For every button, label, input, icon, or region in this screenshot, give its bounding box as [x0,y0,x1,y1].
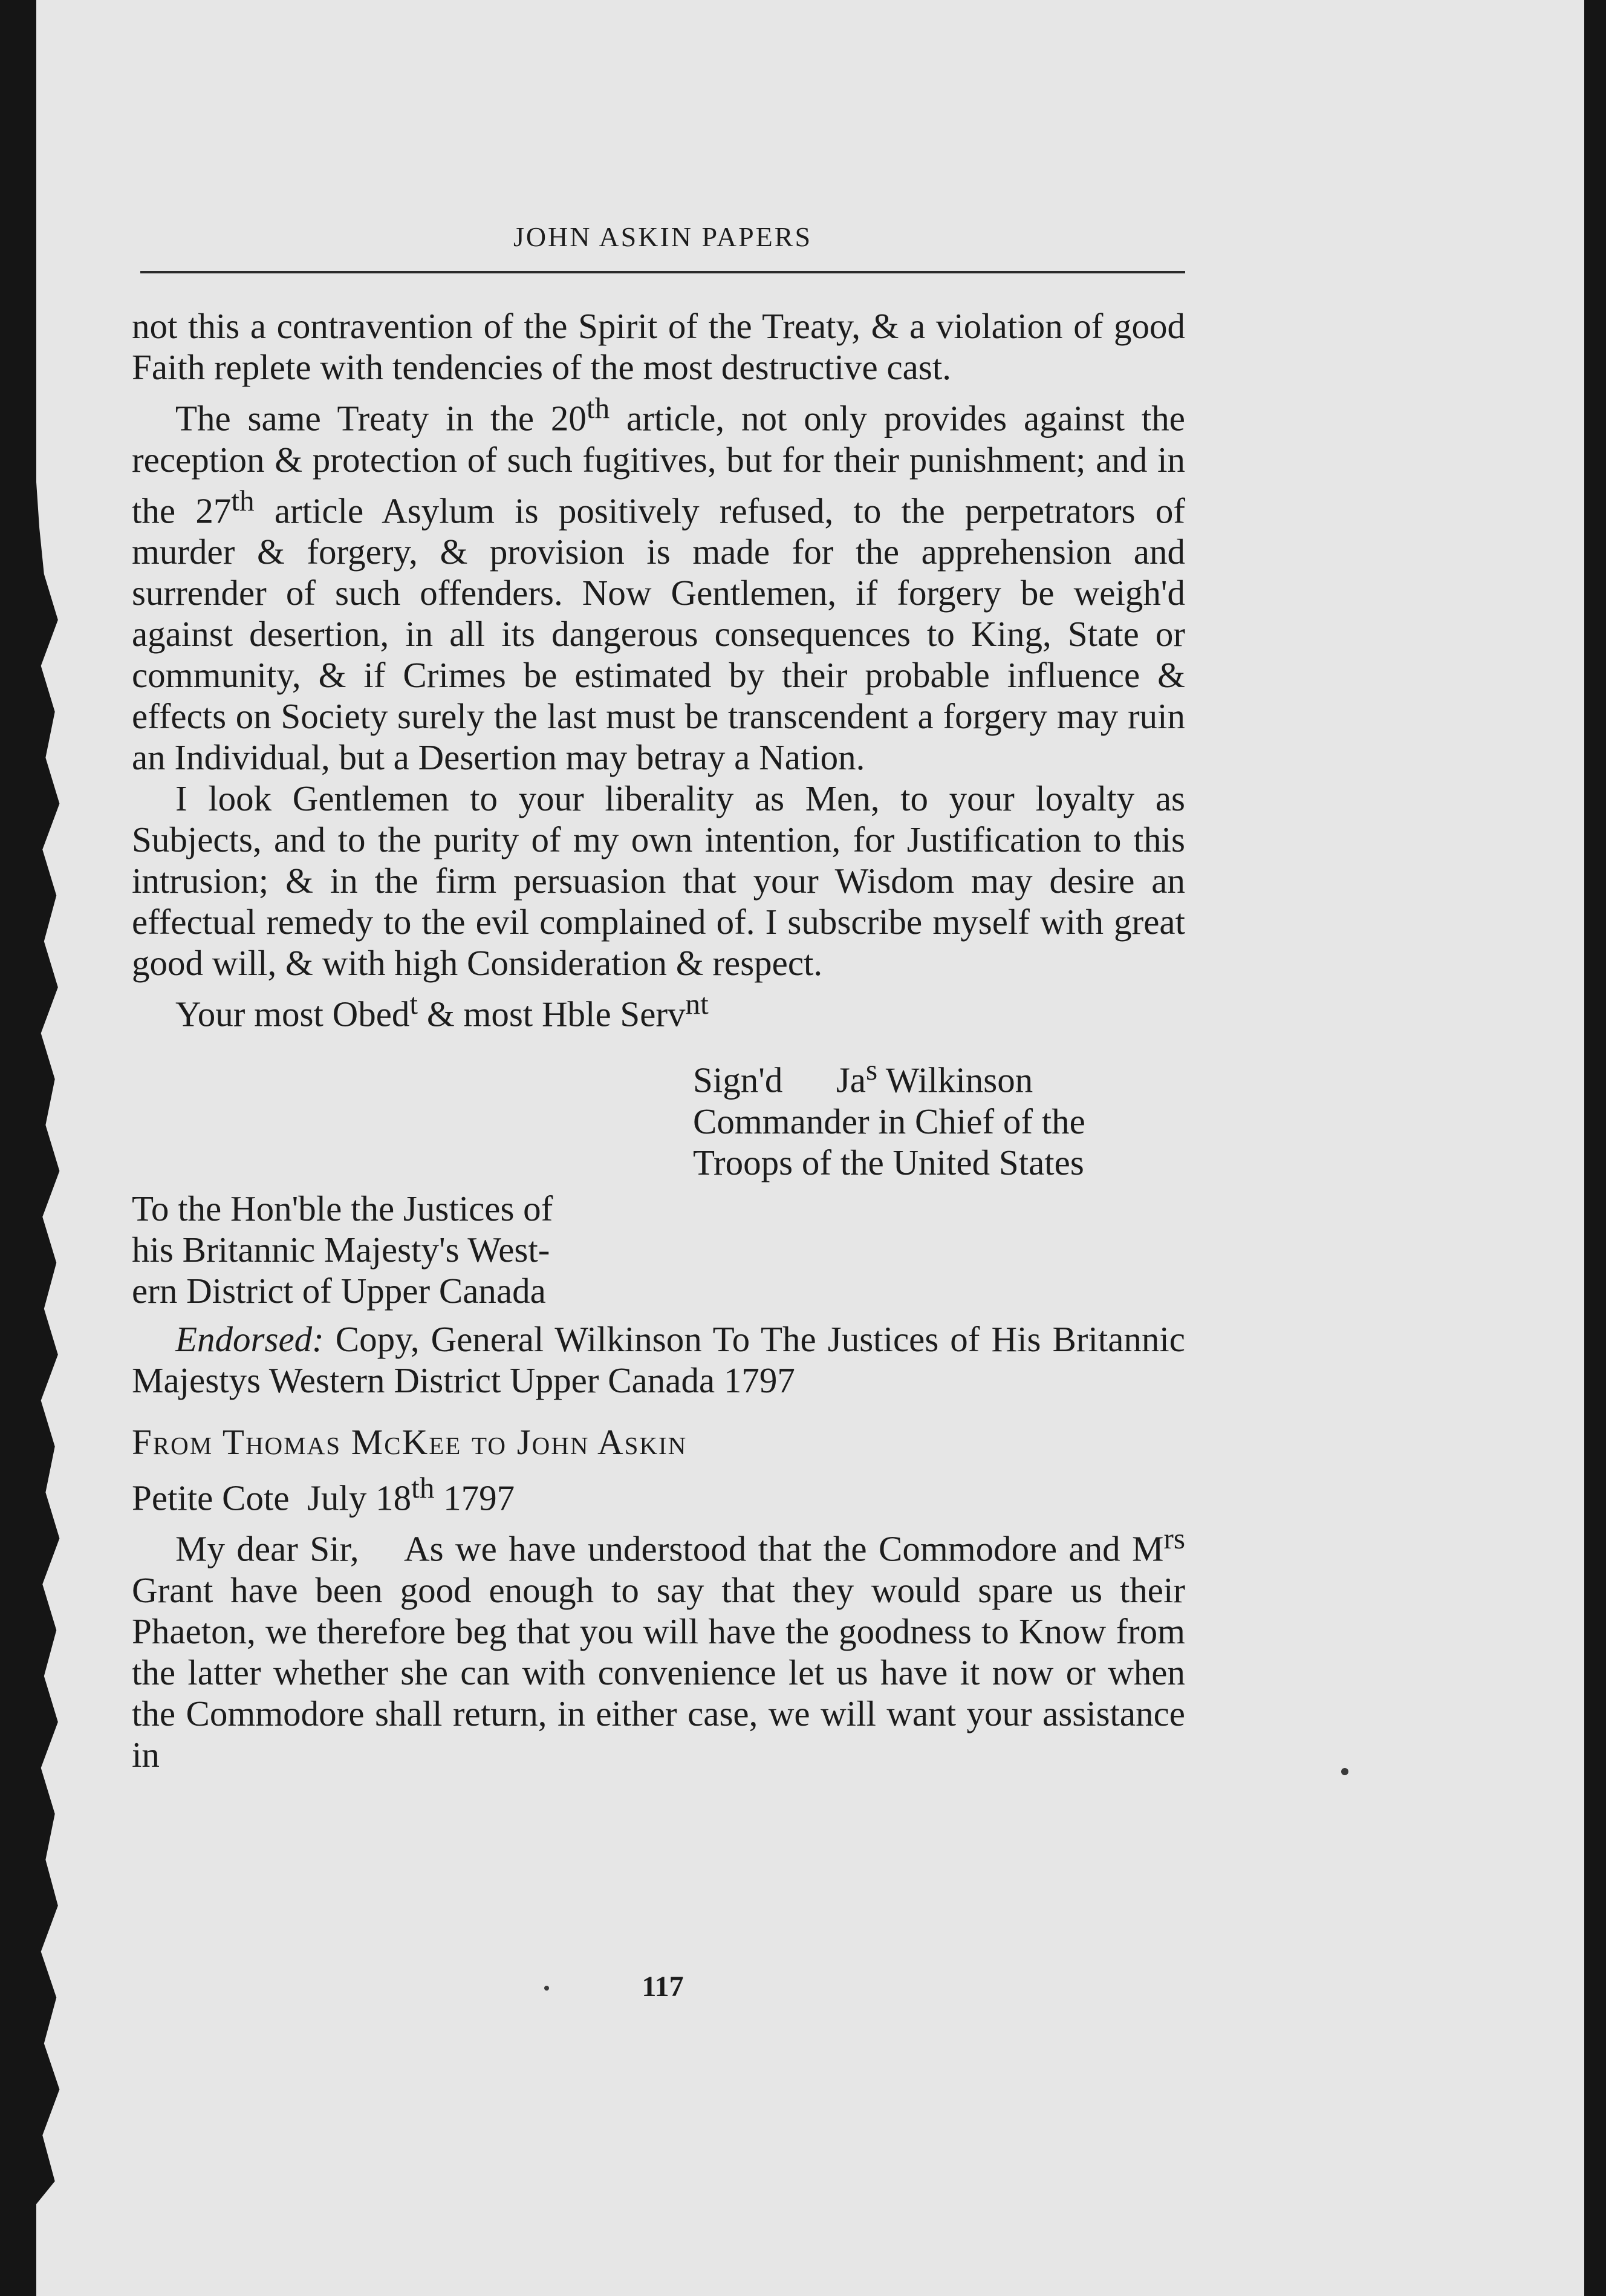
superscript: rs [1163,1522,1185,1556]
text-run: Sign'd Ja [693,1060,866,1100]
text-run: Your most Obed [175,994,410,1034]
text-run: Wilkinson [877,1060,1033,1100]
paragraph-1: not this a contravention of the Spirit of the Treaty, & a violation of good Faith replete with tendencies of the most destructive cast. [132,306,1185,387]
paragraph-3: I look Gentlemen to your liberality as Men, to your loyalty as Subjects, and to the purity of my own intention, for Justification to this intrusion; & in the firm persuasion that your Wisdom may desire an effectual remedy to the evil complained of. I subscribe myself with great good will, & with high Consideration & respect. [132,778,1185,983]
superscript: s [865,1052,878,1086]
superscript: th [586,391,610,425]
signature-line-2: Commander in Chief of the [693,1101,1085,1141]
page-number: 117 [642,1971,684,2003]
page-body [132,305,1194,1775]
superscript: th [231,483,255,517]
paper-speck [1341,1768,1348,1775]
paragraph-4 [132,1518,1194,1775]
endorsed-label: Endorsed: [175,1319,324,1359]
letter-title: From Thomas McKee to John Askin [132,1421,688,1462]
superscript: th [411,1470,435,1504]
superscript: nt [685,987,709,1021]
text-run: article, not only provides against the reception & protection of such fugitives, but for their punishment; and in the 27 [132,398,1185,531]
closing-line [132,983,1185,1035]
text-run: The same Treaty in the 20 [175,398,587,439]
paragraph-2 [132,388,1185,778]
text-run: Petite Cote July 18 [132,1478,412,1518]
superscript: t [409,987,418,1021]
header-rule [140,271,1185,273]
text-run: Copy, General Wilkinson To The Justices of His Britannic Majestys Western District Upper Canada 1797 [132,1319,1185,1400]
paper-speck [544,1986,549,1991]
signature-line-1 [693,1049,1185,1101]
running-header: JOHN ASKIN PAPERS [513,221,813,252]
text-run: 1797 [434,1478,515,1518]
signature-line-3: Troops of the United States [693,1142,1084,1182]
text-run: & most Hble Serv [418,994,686,1034]
address-line-1: To the Hon'ble the Justices of [132,1188,553,1228]
endorsement [132,1319,1185,1401]
dateline [132,1467,1185,1519]
address-line-3: ern District of Upper Canada [132,1270,546,1311]
text-run: Grant have been good enough to say that they would spare us their Phaeton, we therefore beg that you will have the goodness to Know from the latter whether she can with convenience let us have it now or when the Commodore shall return, in either case, we will want your assistance in [132,1528,1194,1775]
text-run: article Asylum is positively refused, to the perpetrators of murder & forgery, & provision is made for the apprehension and surrender of such offenders. Now Gentlemen, if forgery be weigh'd against desertion, in all its dangerous consequences to King, State or community, & if Crimes be estimated by their probable influence & effects on Society surely the last must be transcendent a forgery may ruin an Individual, but a Desertion may betray a Nation. [132,491,1185,778]
address-line-2: his Britannic Majesty's West- [132,1229,550,1270]
text-run: My dear Sir, As we have understood that the Commodore and M [175,1528,1164,1569]
